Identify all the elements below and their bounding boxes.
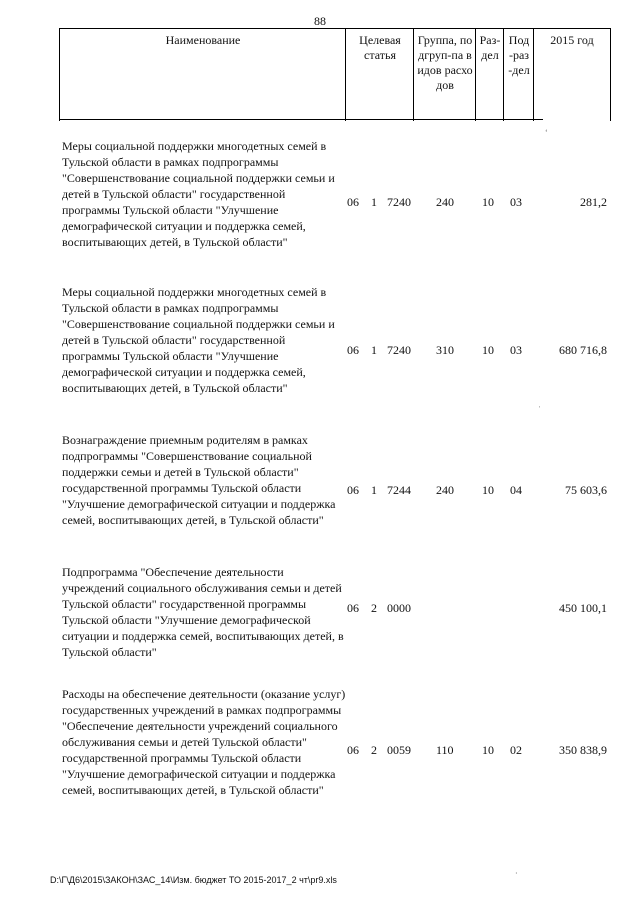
- row-amount: 680 716,8: [559, 343, 607, 357]
- row-target-program: 06: [347, 343, 359, 357]
- row-amount: 350 838,9: [559, 743, 607, 757]
- page-number: 88: [314, 14, 326, 28]
- row-name: Меры социальной поддержки многодетных семей в Тульской области в рамках подпрограммы "Совершенствование социальной поддержки семьи и детей в Тульской области" государственной программы Тульской области "Улучшение демографической ситуации и поддержка семей, воспитывающих детей, в Тульской области": [62, 285, 335, 395]
- footer-file-path: D:\Г\Д6\2015\ЗАКОН\ЗАС_14\Изм. бюджет ТО 2015-2017_2 чт\pr9.xls: [50, 875, 337, 885]
- row-section: 10: [482, 743, 494, 757]
- header-group: Группа, подгруп-па видов расходов: [417, 33, 473, 92]
- scan-speck: ·: [515, 869, 518, 878]
- row-target-direction: 7240: [387, 195, 411, 209]
- scan-speck: ˈ: [538, 405, 541, 414]
- row-section: 10: [482, 195, 494, 209]
- header-name-cell: [59, 28, 346, 121]
- row-target-subprogram: 1: [371, 343, 377, 357]
- row-section: 10: [482, 483, 494, 497]
- row-target-direction: 7244: [387, 483, 411, 497]
- header-group-cell: [413, 28, 476, 121]
- row-target-program: 06: [347, 195, 359, 209]
- row-target-subprogram: 2: [371, 743, 377, 757]
- row-subsection: 03: [510, 343, 522, 357]
- scan-speck: ʻ: [545, 128, 548, 137]
- row-group: 110: [436, 743, 454, 757]
- row-subsection: 04: [510, 483, 522, 497]
- row-name: Подпрограмма "Обеспечение деятельности учреждений социального обслуживания семьи и детей Тульской области" государственной программы Тульской области "Улучшение демографической ситуации и поддержка семей, воспитывающих детей, в Тульской области": [62, 565, 344, 659]
- row-target-direction: 0059: [387, 743, 411, 757]
- row-target-program: 06: [347, 483, 359, 497]
- header-target: Целевая статья: [359, 33, 401, 62]
- header-section: Раз-дел: [479, 33, 501, 62]
- header-bottom-divider: [59, 119, 543, 120]
- row-group: 310: [436, 343, 454, 357]
- header-name: Наименование: [165, 33, 241, 47]
- row-amount: 450 100,1: [559, 601, 607, 615]
- header-year: 2015 год: [550, 33, 594, 47]
- row-target-subprogram: 1: [371, 483, 377, 497]
- row-amount: 75 603,6: [565, 483, 607, 497]
- row-target-program: 06: [347, 743, 359, 757]
- row-group: 240: [436, 195, 454, 209]
- header-year-cell: [533, 28, 611, 121]
- row-target-subprogram: 2: [371, 601, 377, 615]
- row-amount: 281,2: [580, 195, 607, 209]
- row-target-direction: 7240: [387, 343, 411, 357]
- row-target-subprogram: 1: [371, 195, 377, 209]
- row-group: 240: [436, 483, 454, 497]
- header-target-cell: [345, 28, 414, 121]
- row-subsection: 03: [510, 195, 522, 209]
- row-section: 10: [482, 343, 494, 357]
- row-target-program: 06: [347, 601, 359, 615]
- row-name: Меры социальной поддержки многодетных семей в Тульской области в рамках подпрограммы "Совершенствование социальной поддержки семьи и детей в Тульской области" государственной программы Тульской области "Улучшение демографической ситуации и поддержка семей, воспитывающих детей, в Тульской области": [62, 139, 335, 249]
- row-subsection: 02: [510, 743, 522, 757]
- header-subsection: Под-раз-дел: [508, 33, 530, 77]
- header-section-cell: [475, 28, 504, 121]
- row-target-direction: 0000: [387, 601, 411, 615]
- row-name: Вознаграждение приемным родителям в рамках подпрограммы "Совершенствование социальной поддержки семьи и детей в Тульской области" государственной программы Тульской области "Улучшение демографической ситуации и поддержка семей, воспитывающих детей, в Тульской области": [62, 433, 336, 527]
- header-subsection-cell: [503, 28, 534, 121]
- row-name: Расходы на обеспечение деятельности (оказание услуг) государственных учреждений в рамках подпрограммы "Обеспечение деятельности учреждений социального обслуживания семьи и детей Тульской области" государственной программы Тульской области "Улучшение демографической ситуации и поддержка семей, воспитывающих детей, в Тульской области": [62, 687, 346, 797]
